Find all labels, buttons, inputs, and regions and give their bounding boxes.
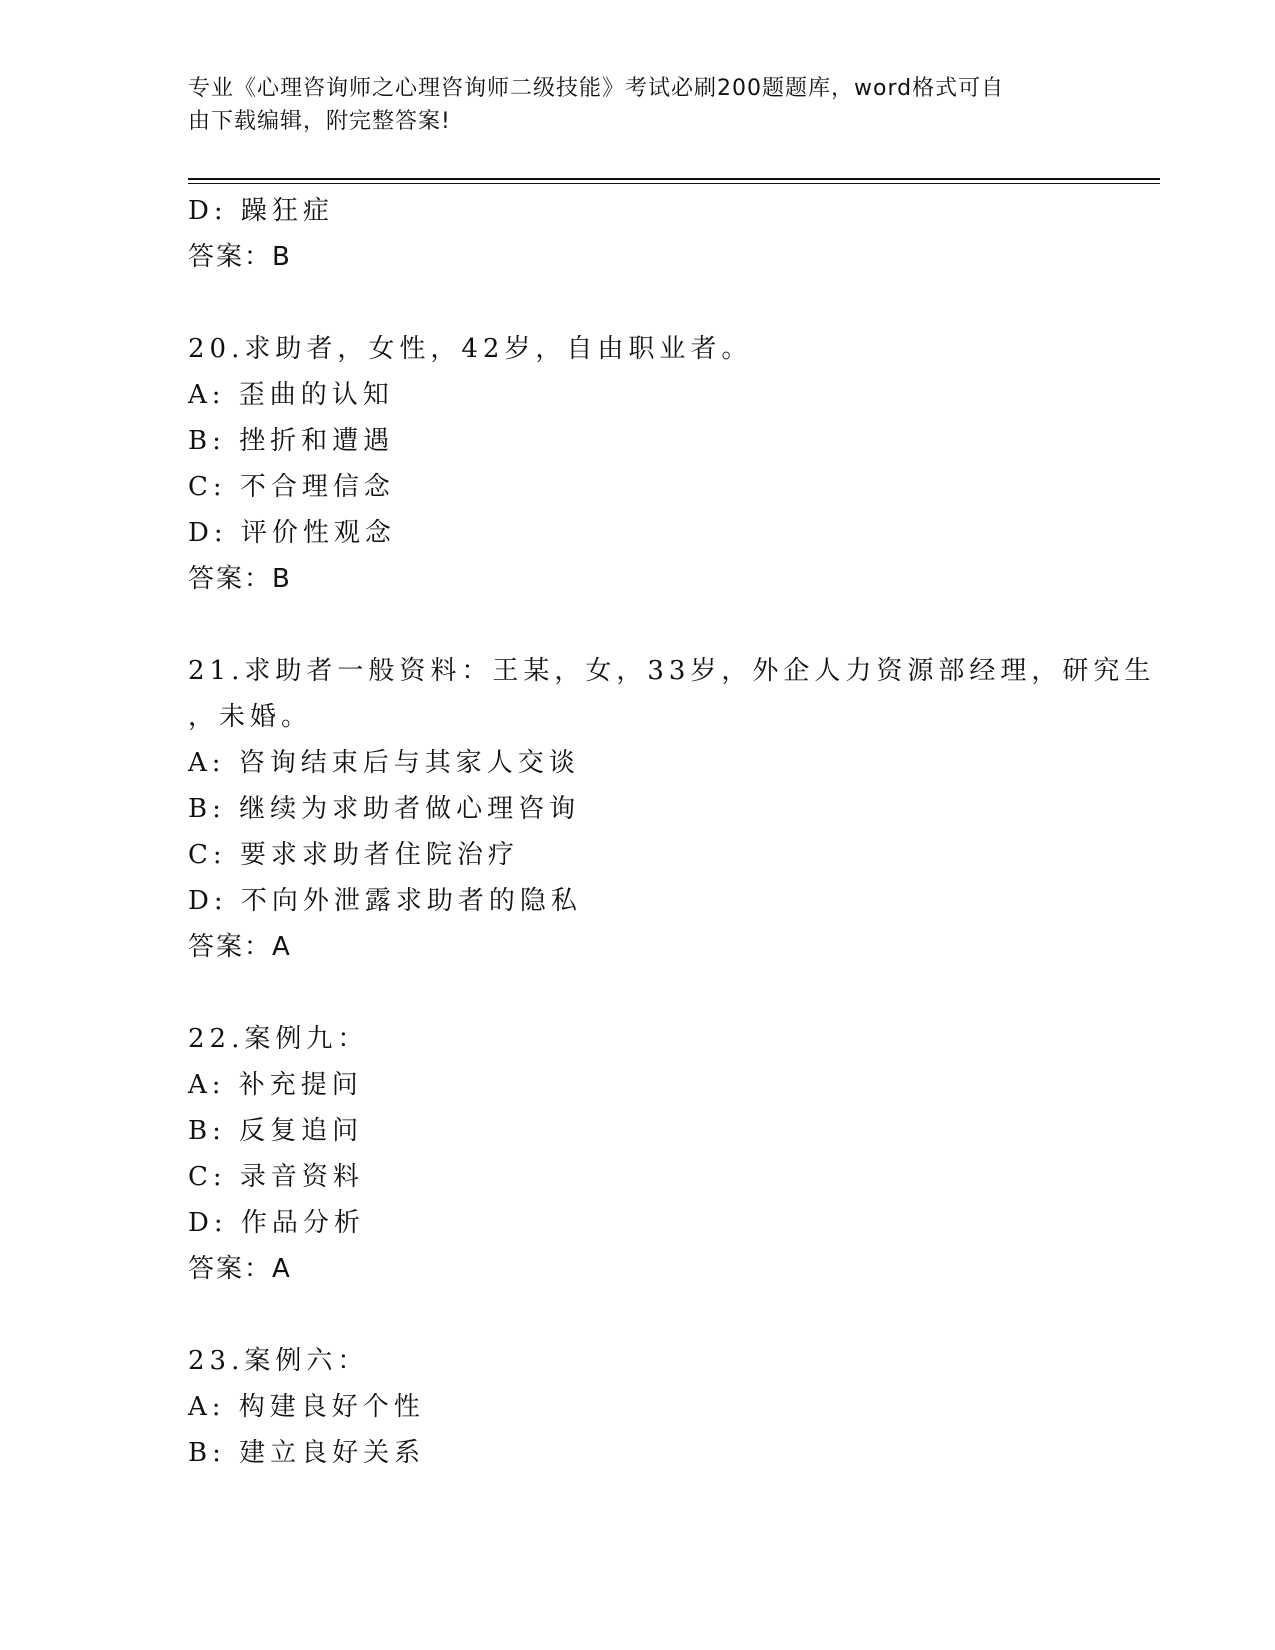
option-line: A: 补充提问 <box>188 1070 363 1100</box>
option-line: A: 构建良好个性 <box>188 1392 425 1422</box>
header-line-2: 由下载编辑，附完整答案! <box>188 109 451 134</box>
question-text: 22.案例九： <box>188 1024 369 1054</box>
spacer <box>188 1292 1148 1338</box>
question-text: 23.案例六： <box>188 1346 369 1376</box>
document-header <box>188 72 1068 138</box>
option-line: C: 不合理信念 <box>188 472 395 502</box>
question-text: 20.求助者，女性，42岁，自由职业者。 <box>188 334 753 364</box>
answer-line: 答案：B <box>188 564 292 594</box>
header-divider-thin <box>188 183 1160 184</box>
option-line: C: 要求求助者住院治疗 <box>188 840 519 870</box>
spacer <box>188 280 1148 326</box>
option-line: B: 挫折和遭遇 <box>188 426 395 456</box>
spacer <box>188 970 1148 1016</box>
option-line: B: 继续为求助者做心理咨询 <box>188 794 581 824</box>
answer-line: 答案：A <box>188 932 292 962</box>
spacer <box>188 602 1148 648</box>
header-divider <box>188 178 1160 180</box>
question-text: ，未婚。 <box>188 702 313 732</box>
question-list <box>188 188 1156 1476</box>
option-line: A: 咨询结束后与其家人交谈 <box>188 748 580 778</box>
answer-line: 答案：A <box>188 1254 292 1284</box>
option-line: D: 作品分析 <box>188 1208 365 1238</box>
option-line: A: 歪曲的认知 <box>188 380 394 410</box>
option-line: D: 躁狂症 <box>188 196 334 226</box>
answer-line: 答案：B <box>188 242 292 272</box>
option-line: C: 录音资料 <box>188 1162 364 1192</box>
option-line: B: 反复追问 <box>188 1116 364 1146</box>
option-line: D: 不向外泄露求助者的隐私 <box>188 886 582 916</box>
header-line-1: 专业《心理咨询师之心理咨询师二级技能》考试必刷200题题库，word格式可自 <box>188 76 1005 101</box>
option-line: B: 建立良好关系 <box>188 1438 426 1468</box>
question-text: 21.求助者一般资料：王某，女，33岁，外企人力资源部经理，研究生 <box>188 656 1156 686</box>
option-line: D: 评价性观念 <box>188 518 396 548</box>
